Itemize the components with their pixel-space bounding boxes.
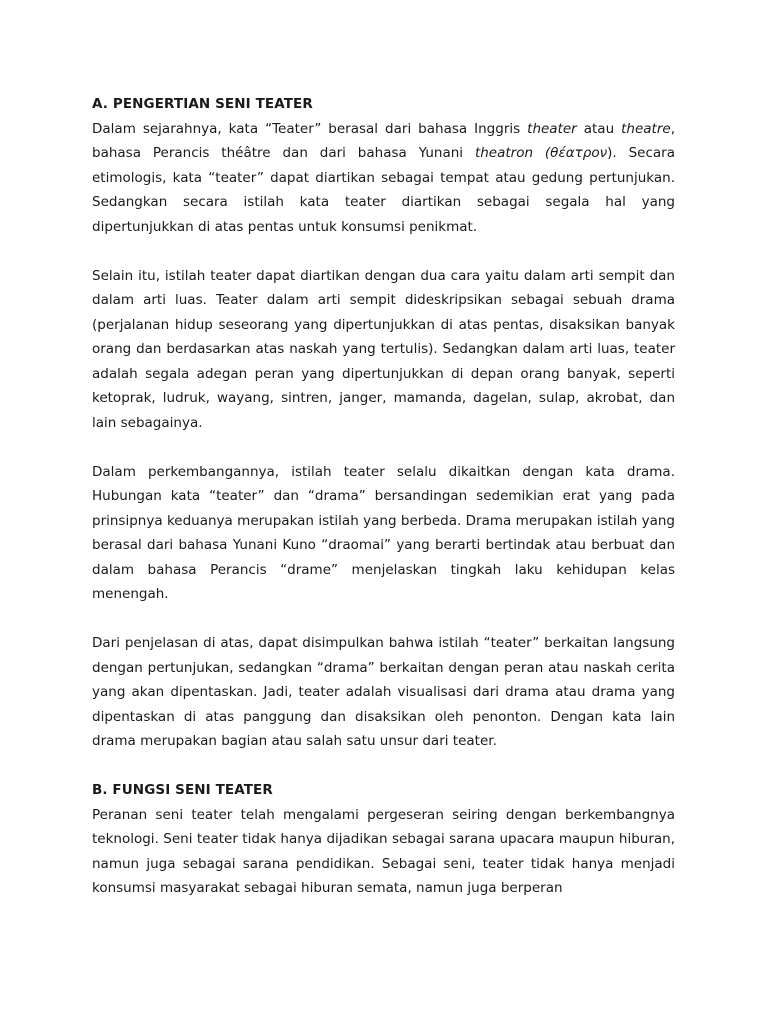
- section-heading-b: B. FUNGSI SENI TEATER: [92, 782, 273, 798]
- text-run: , bahasa Perancis théâtre dan dari bahasa Yunani: [92, 120, 675, 161]
- text-run: atau: [576, 120, 622, 137]
- italic-term: theatre: [621, 120, 671, 137]
- text-run: ). Secara etimologis, kata “teater” dapat diartikan sebagai tempat atau gedung pertunjukan. Sedangkan secara istilah kata teater diartikan sebagai segala hal yang dipertunjukkan di atas pentas untuk konsumsi penikmat.: [92, 145, 675, 235]
- paragraph: [92, 117, 675, 240]
- paragraph: [92, 460, 675, 607]
- italic-term: theater: [527, 120, 577, 137]
- section-fungsi: [92, 778, 675, 901]
- section-pengertian: [92, 92, 675, 754]
- paragraph: [92, 631, 675, 754]
- text-run: Peranan seni teater telah mengalami pergeseran seiring dengan berkembangnya teknologi. Seni teater tidak hanya dijadikan sebagai sarana upacara maupun hiburan, namun juga sebagai sarana pendidikan. Sebagai seni, teater tidak hanya menjadi konsumsi masyarakat sebagai hiburan semata, namun juga berperan: [92, 806, 675, 896]
- text-run: Dalam sejarahnya, kata “Teater” berasal dari bahasa Inggris: [92, 120, 528, 137]
- italic-term: theatron (θέατρον: [474, 145, 608, 161]
- document-page: [92, 92, 675, 901]
- section-heading-a: A. PENGERTIAN SENI TEATER: [92, 96, 313, 112]
- section-a-body: [92, 117, 675, 754]
- section-b-body: [92, 803, 675, 901]
- text-run: Dari penjelasan di atas, dapat disimpulkan bahwa istilah “teater” berkaitan langsung dengan pertunjukan, sedangkan “drama” berkaitan dengan peran atau naskah cerita yang akan dipentaskan. Jadi, teater adalah visualisasi dari drama atau drama yang dipentaskan di atas panggung dan disaksikan oleh penonton. Dengan kata lain drama merupakan bagian atau salah satu unsur dari teater.: [92, 635, 675, 749]
- text-run: Dalam perkembangannya, istilah teater selalu dikaitkan dengan kata drama. Hubungan kata “teater” dan “drama” bersandingan sedemikian erat yang pada prinsipnya keduanya merupakan istilah yang berbeda. Drama merupakan istilah yang berasal dari bahasa Yunani Kuno “draomai” yang berarti bertindak atau berbuat dan dalam bahasa Perancis “drame” menjelaskan tingkah laku kehidupan kelas menengah.: [92, 463, 675, 602]
- paragraph: [92, 803, 675, 901]
- paragraph: [92, 264, 675, 436]
- text-run: Selain itu, istilah teater dapat diartikan dengan dua cara yaitu dalam arti sempit dan dalam arti luas. Teater dalam arti sempit dideskripsikan sebagai sebuah drama (perjalanan hidup seseorang yang dipertunjukkan di atas pentas, disaksikan banyak orang dan berdasarkan atas naskah yang tertulis). Sedangkan dalam arti luas, teater adalah segala adegan peran yang dipertunjukkan di depan orang banyak, seperti ketoprak, ludruk, wayang, sintren, janger, mamanda, dagelan, sulap, akrobat, dan lain sebagainya.: [92, 267, 675, 431]
